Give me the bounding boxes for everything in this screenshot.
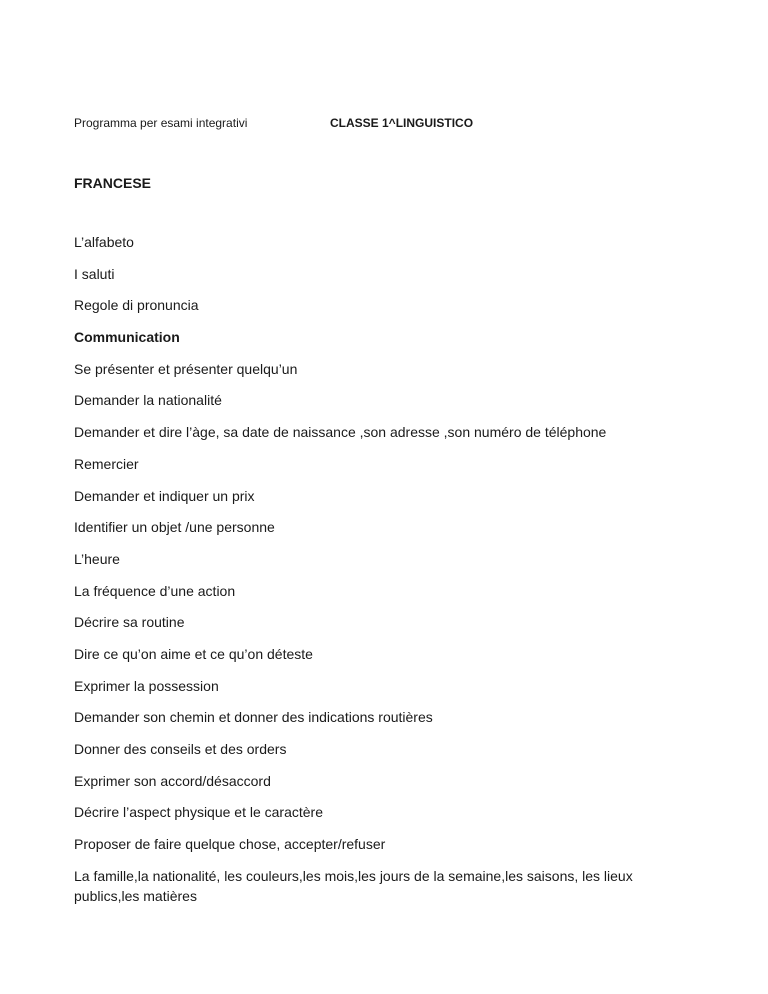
- topic-item: Donner des conseils et des orders: [74, 741, 287, 757]
- topic-item: Demander et indiquer un prix: [74, 487, 255, 504]
- topic-item: Exprimer la possession: [74, 677, 219, 694]
- topic-item: La famille,la nationalité, les couleurs,les mois,les jours de la semaine,les saisons, les lieux publics,les matières: [74, 867, 633, 904]
- topic-item: Se présenter et présenter quelqu’un: [74, 360, 298, 377]
- program-title: Programma per esami integrativi: [74, 116, 248, 130]
- topic-item: Demander son chemin et donner des indications routières: [74, 709, 433, 726]
- topic-item: Demander la nationalité: [74, 392, 222, 409]
- topic-item: Remercier: [74, 455, 139, 472]
- topic-item: L’alfabeto: [74, 234, 134, 250]
- document-header: [74, 116, 734, 136]
- topic-item: Regole di pronuncia: [74, 297, 199, 314]
- topic-item: Demander et dire l’àge, sa date de naissance ,son adresse ,son numéro de téléphone: [74, 424, 607, 441]
- topic-item: La fréquence d’une action: [74, 582, 236, 599]
- topic-item: I saluti: [74, 265, 115, 282]
- topic-item: Proposer de faire quelque chose, accepter/refuser: [74, 836, 386, 853]
- topic-item: L’heure: [74, 550, 120, 567]
- topic-item: Identifier un objet /une personne: [74, 519, 275, 536]
- class-label: CLASSE 1^LINGUISTICO: [330, 116, 474, 130]
- subject-heading: FRANCESE: [74, 175, 152, 191]
- topic-item: Décrire l’aspect physique et le caractère: [74, 804, 324, 821]
- section-heading: Communication: [74, 329, 180, 346]
- topic-item: Dire ce qu’on aime et ce qu’on déteste: [74, 645, 313, 662]
- topic-item: Exprimer son accord/désaccord: [74, 772, 271, 789]
- topic-item: Décrire sa routine: [74, 614, 185, 631]
- topic-list: [74, 232, 674, 917]
